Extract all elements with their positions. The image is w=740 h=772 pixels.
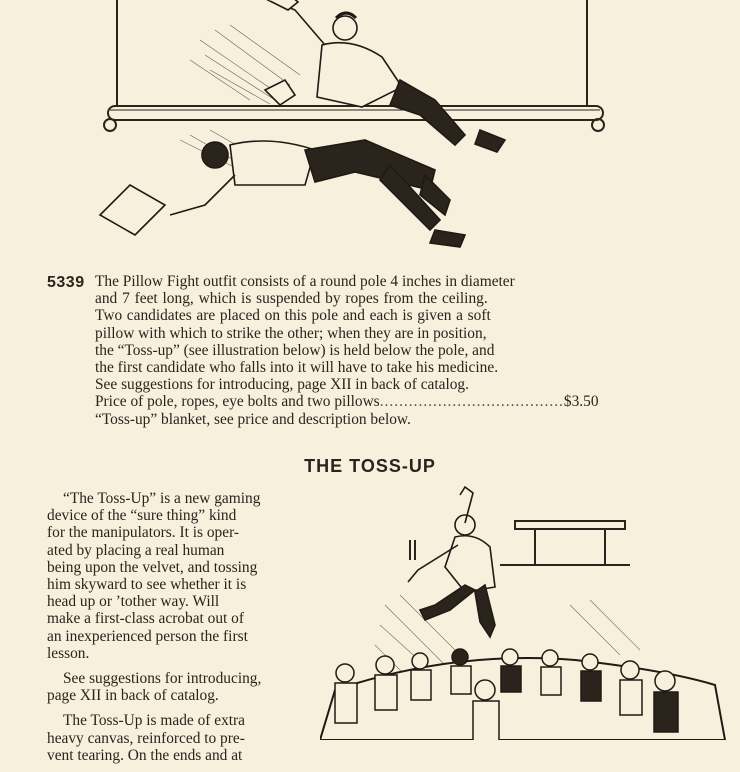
text-line: See suggestions for introducing, [63,670,262,688]
text-line: heavy canvas, reinforced to pre- [47,729,245,747]
text-line: “The Toss-Up” is a new gaming [63,490,261,507]
text-line: lesson. [47,644,90,662]
item-number: 5339 [47,274,85,291]
text-line: make a first-class acrobat out of [47,610,245,628]
item-description [95,273,615,428]
price-label: Price of pole, ropes, eye bolts and two pillows [95,393,380,411]
price-line [95,393,615,410]
text-line: device of the “sure thing” kind [47,507,237,525]
description-line: and 7 feet long, which is suspended by ropes from the ceiling. [95,290,488,308]
description-line: the “Toss-up” (see illustration below) is held below the pole, and [95,341,495,359]
text-line: an inexperienced person the first [47,627,248,645]
description-line: Two candidates are placed on this pole and each is given a soft [95,307,491,325]
description-line: pillow with which to strike the other; when they are in position, [95,324,487,342]
price-value: $3.50 [563,393,599,411]
paragraph-2 [47,670,315,704]
description-line: The Pillow Fight outfit consists of a round pole 4 inches in diameter [95,273,515,290]
text-line: him skyward to see whether it is [47,576,247,594]
toss-up-illustration [320,485,730,740]
text-line: head up or ’tother way. Will [47,593,220,611]
text-line: being upon the velvet, and tossing [47,558,258,576]
paragraph-3 [47,712,315,764]
text-line: ated by placing a real human [47,541,225,559]
text-line: for the manipulators. It is oper- [47,524,240,542]
text-line: vent tearing. On the ends and at [47,746,243,764]
price-leader-dots: ...................................... [379,393,564,411]
text-line: The Toss-Up is made of extra [63,712,245,730]
description-line: See suggestions for introducing, page XII in back of catalog. [95,376,469,394]
toss-up-description [47,490,315,772]
pillow-fight-illustration [90,0,620,262]
paragraph-1 [47,490,315,662]
description-line: the first candidate who falls into it will have to take his medicine. [95,359,499,377]
blanket-note: “Toss-up” blanket, see price and description below. [95,410,411,428]
section-heading: THE TOSS-UP [304,456,436,476]
text-line: page XII in back of catalog. [47,687,219,705]
